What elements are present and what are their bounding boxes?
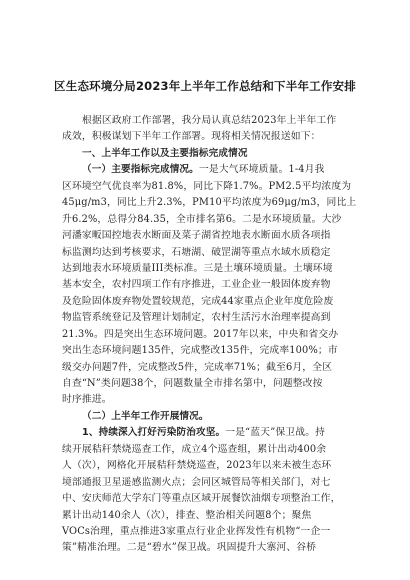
text-line xyxy=(62,212,352,228)
text-line xyxy=(62,228,352,244)
text-line xyxy=(62,508,352,524)
text-line xyxy=(62,392,352,408)
text-line xyxy=(62,458,352,474)
body-text: 人（次），网格化开展秸秆禁烧巡查，2023年以来未被生态环 xyxy=(62,460,332,472)
text-line xyxy=(62,360,352,376)
body-text: 累计出动140余人（次），排查、整治相关问题8个；聚焦 xyxy=(62,509,312,521)
text-line xyxy=(62,442,352,458)
text-line xyxy=(62,491,352,507)
body-text: 一是大气环境质量。1-4月我 xyxy=(198,164,325,176)
body-text: 境部通报卫星遥感监测火点；会同区城管局等相关部门，对七 xyxy=(62,476,331,488)
text-line xyxy=(62,425,352,441)
text-line xyxy=(62,146,352,162)
text-line xyxy=(62,261,352,277)
body-text: 升6.2%，总得分84.35，全市排名第6。二是水环境质量。大沙 xyxy=(62,213,342,225)
text-line xyxy=(62,294,352,310)
body-text: VOCs治理，重点推进3家重点行业企业挥发性有机物“一企一 xyxy=(62,525,331,537)
text-line xyxy=(62,277,352,293)
text-line xyxy=(62,409,352,425)
body-text: 自查“N”类问题38个，问题数量全市排名第中，问题整改按 xyxy=(62,378,323,389)
section-heading: 1、持续深入打好污染防治攻坚。 xyxy=(82,427,226,439)
text-line xyxy=(62,113,352,129)
section-heading: （二）上半年工作开展情况。 xyxy=(82,410,209,422)
text-line xyxy=(62,310,352,326)
body-text: 21.3%。四是突出生态环境问题。2017年以来，中央和省交办 xyxy=(62,328,339,340)
text-line xyxy=(62,179,352,195)
text-line xyxy=(62,195,357,211)
body-text: 根据区政府工作部署，我分局认真总结2023年上半年工作 xyxy=(82,115,337,126)
document-title: 区生态环境分局2023年上半年工作总结和下半年工作安排 xyxy=(54,79,356,93)
section-heading: 一、上半年工作以及主要指标完成情况 xyxy=(82,147,248,159)
body-text: 成效，积极谋划下半年工作部署。现将相关情况报送如下： xyxy=(62,131,321,143)
body-text: 物监管系统登记及管理计划制定，农村生活污水治理率提高到 xyxy=(62,312,331,324)
body-text: 区环境空气优良率为81.8%，同比下降1.7%。PM2.5平均浓度为 xyxy=(62,180,352,192)
text-line xyxy=(62,245,352,261)
text-line xyxy=(62,129,352,145)
body-text: 达到地表水环境质量III类标准。三是土壤环境质量。土壤环境 xyxy=(62,262,333,274)
text-line xyxy=(62,540,352,556)
document-body xyxy=(62,113,357,557)
text-line xyxy=(62,162,352,178)
text-line xyxy=(62,376,352,392)
body-text: 级交办问题7件，完成整改5件，完成率71%；截至6月，全区 xyxy=(62,361,333,373)
body-text: 突出生态环境问题135件，完成整改135件，完成率100%；市 xyxy=(62,345,338,357)
body-text: 一是“蓝天”保卫战。持 xyxy=(225,427,326,439)
body-text: 标监测均达到考核要求，石塘湖、破罡湖等重点水域水质稳定 xyxy=(62,246,331,258)
text-line xyxy=(62,343,352,359)
section-heading: （一）主要指标完成情况。 xyxy=(82,164,199,176)
body-text: 45μg/m3，同比上升2.3%，PM10平均浓度为69μg/m3，同比上 xyxy=(62,197,357,209)
text-line xyxy=(62,327,352,343)
body-text: 续开展秸秆禁烧巡查工作，成立4个巡查组，累计出动400余 xyxy=(62,443,327,455)
text-line xyxy=(62,475,352,491)
text-line xyxy=(62,524,352,540)
body-text: 时序推进。 xyxy=(62,394,112,406)
body-text: 河潘家畈国控地表水断面及菜子湖省控地表水断面水质各项指 xyxy=(62,230,331,242)
body-text: 策”精准治理。二是“碧水”保卫战。巩固提升大寨河、谷桥 xyxy=(62,542,317,554)
body-text: 基本安全，农村四项工作有序推进，工业企业一般固体废弃物 xyxy=(62,279,331,291)
body-text: 中、安庆师范大学东门等重点区域开展餐饮油烟专项整治工作， xyxy=(62,493,341,505)
body-text: 及危险固体废弃物处置较规范，完成44家重点企业年度危险废 xyxy=(62,295,334,307)
